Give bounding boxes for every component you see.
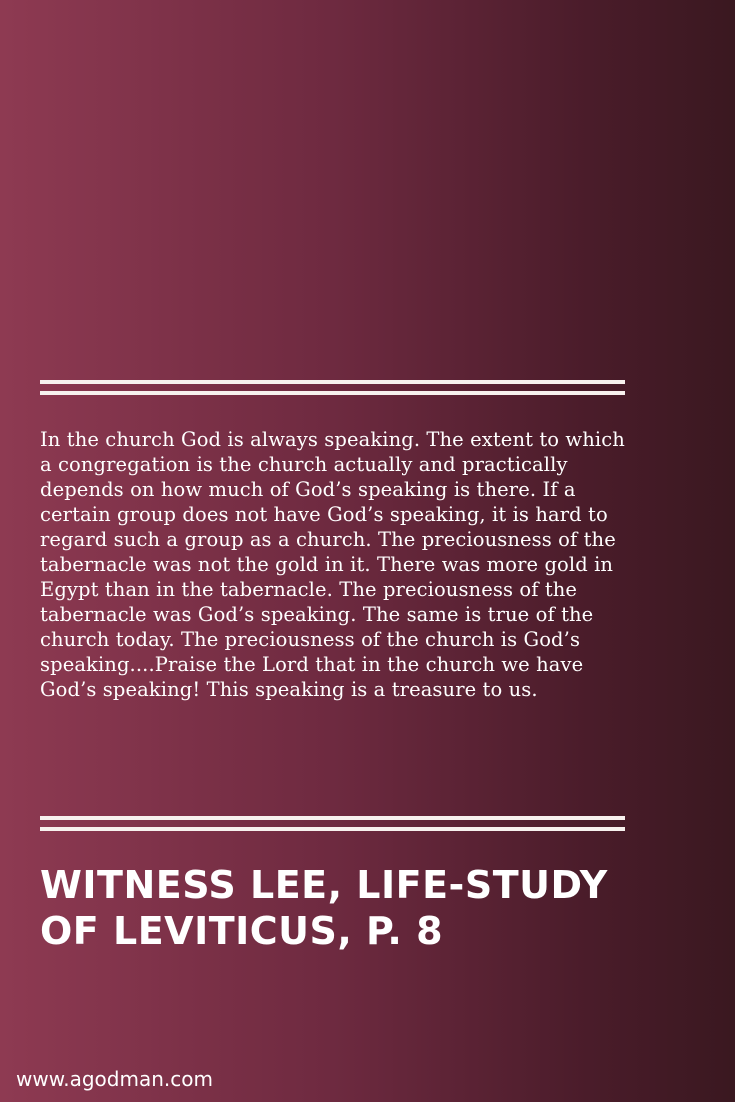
- quote-attribution: WITNESS LEE, LIFE-STUDY OF LEVITICUS, P. 8: [40, 863, 608, 953]
- bottom-double-divider: [40, 816, 625, 832]
- divider-line: [40, 391, 625, 395]
- divider-line: [40, 827, 625, 831]
- divider-line: [40, 380, 625, 384]
- quote-text: In the church God is always speaking. The extent to which a congregation is the church actually and practically depends on how much of God’s speaking is there. If a certain group does not have God’s speaking, it is hard to regard such a group as a church. The preciousness of the tabernacle was not the gold in it. There was more gold in Egypt than in the tabernacle. The preciousness of the tabernacle was God’s speaking. The same is true of the church today. The preciousness of the church is God’s speaking....Praise the Lord that in the church we have God’s speaking! This speaking is a treasure to us.: [40, 428, 625, 701]
- top-double-divider: [40, 380, 625, 396]
- divider-line: [40, 816, 625, 820]
- website-link[interactable]: www.agodman.com: [16, 1067, 213, 1091]
